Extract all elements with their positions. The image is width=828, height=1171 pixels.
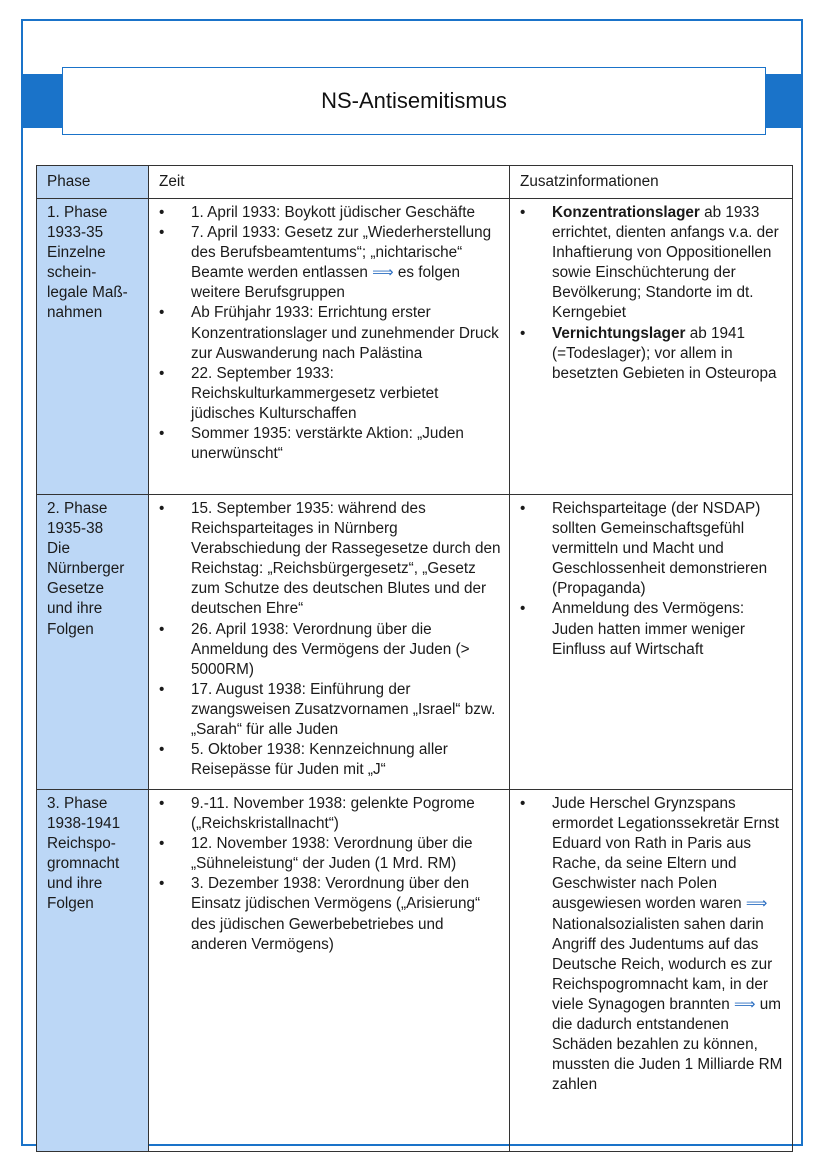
- phase-line: 3. Phase: [47, 795, 108, 812]
- list-item-text: Sommer 1935: verstärkte Aktion: „Juden unerwünscht“: [191, 425, 464, 463]
- page-title-box: [62, 67, 766, 135]
- phase-line: Einzelne: [47, 244, 106, 262]
- list-item: [155, 874, 503, 954]
- phase-line: Gesetze: [47, 580, 104, 598]
- phase-line: 1935-38: [47, 520, 104, 538]
- table-row: [37, 199, 793, 495]
- header-zusatzinformationen: Zusatzinformationen: [510, 166, 793, 199]
- list-item-text: es folgen weitere Berufsgruppen: [191, 264, 460, 302]
- list-item: [516, 203, 786, 324]
- list-item-bold: Vernichtungslager: [552, 324, 686, 342]
- zeit-list: [155, 499, 503, 780]
- double-right-arrow-icon: ⟹: [734, 995, 756, 1013]
- list-item-text: 3. Dezember 1938: Verordnung über den Einsatz jüdischen Vermögens („Arisierung“ des jüdischen Gewerbebetriebes und anderen Vermögens): [191, 875, 481, 953]
- list-item-text: Ab Frühjahr 1933: Errichtung erster Konzentrationslager und zunehmender Druck zur Auswanderung nach Palästina: [191, 304, 499, 362]
- zeit-cell: [149, 199, 510, 495]
- phase-cell: [37, 199, 149, 495]
- list-item-text: 9.-11. November 1938: gelenkte Pogrome („Reichskristallnacht“): [191, 795, 475, 833]
- list-item-text: Nationalsozialisten sahen darin Angriff des Judentums auf das Deutsche Reich, wodurch es zur Reichspogromnacht kam, in der viele Synagogen brannten: [552, 915, 773, 1013]
- info-list: [516, 794, 786, 1095]
- list-item: [516, 324, 786, 384]
- zeit-list: [155, 203, 503, 464]
- list-item: [155, 794, 503, 834]
- phase-line: 2. Phase: [47, 500, 108, 517]
- list-item-text: Anmeldung des Vermögens: Juden hatten immer weniger Einfluss auf Wirtschaft: [552, 600, 746, 658]
- table-row: [37, 790, 793, 1152]
- list-item: [155, 203, 503, 223]
- list-item-text: 7. April 1933: Gesetz zur „Wiederherstellung des Berufsbeamtentums“; „nichtarische“ Beamte werden entlassen: [191, 224, 492, 282]
- list-item-text: ab 1933 errichtet, dienten anfangs v.a. der Inhaftierung von Oppositionellen sowie Einschüchterung der Bevölkerung; Standorte im dt. Kerngebiet: [552, 204, 779, 322]
- phase-cell: [37, 790, 149, 1152]
- list-item: [155, 834, 503, 874]
- history-table: [36, 165, 793, 1152]
- phase-line: legale Maß-: [47, 284, 128, 302]
- header-zeit: Zeit: [149, 166, 510, 199]
- table-header-row: [37, 166, 793, 199]
- info-list: [516, 203, 786, 384]
- list-item: [155, 303, 503, 363]
- list-item: [155, 223, 503, 303]
- double-right-arrow-icon: ⟹: [372, 264, 394, 282]
- list-item: [516, 499, 786, 599]
- list-item: [516, 794, 786, 1095]
- list-item: [155, 740, 503, 780]
- table-row: [37, 495, 793, 790]
- list-item: [155, 424, 503, 464]
- list-item-text: um die dadurch entstandenen Schäden bezahlen zu können, mussten die Juden 1 Milliarde RM zahlen: [552, 995, 783, 1094]
- zeit-cell: [149, 790, 510, 1152]
- list-item-text: 26. April 1938: Verordnung über die Anmeldung des Vermögens der Juden (> 5000RM): [191, 620, 470, 678]
- list-item-text: 1. April 1933: Boykott jüdischer Geschäfte: [191, 204, 476, 221]
- list-item-text: 12. November 1938: Verordnung über die „Sühneleistung“ der Juden (1 Mrd. RM): [191, 835, 473, 873]
- phase-line: und ihre: [47, 600, 103, 618]
- phase-line: Folgen: [47, 620, 94, 638]
- page-title: NS-Antisemitismus: [321, 88, 507, 113]
- phase-line: Reichspo-: [47, 835, 116, 853]
- info-cell: [510, 199, 793, 495]
- list-item-text: Reichsparteitage (der NSDAP) sollten Gemeinschaftsgefühl vermitteln und Macht und Geschlossenheit demonstrieren (Propaganda): [552, 500, 768, 598]
- list-item-text: ab 1941 (=Todeslager); vor allem in besetzten Gebieten in Osteuropa: [552, 324, 777, 382]
- phase-line: 1933-35: [47, 224, 104, 242]
- list-item: [155, 680, 503, 740]
- phase-line: Folgen: [47, 895, 94, 913]
- phase-line: Nürnberger: [47, 560, 125, 578]
- phase-line: 1. Phase: [47, 204, 108, 221]
- list-item-text: 22. September 1933: Reichskulturkammergesetz verbietet jüdisches Kulturschaffen: [191, 364, 439, 422]
- zeit-list: [155, 794, 503, 955]
- list-item-text: 5. Oktober 1938: Kennzeichnung aller Reisepässe für Juden mit „J“: [191, 741, 448, 779]
- list-item-text: Jude Herschel Grynzspans ermordet Legationssekretär Ernst Eduard von Rath in Paris aus Rache, da seine Eltern und Geschwister nach Polen ausgewiesen worden waren: [552, 795, 780, 913]
- phase-line: 1938-1941: [47, 815, 121, 833]
- info-cell: [510, 495, 793, 790]
- zeit-cell: [149, 495, 510, 790]
- header-band-left: [23, 74, 63, 128]
- phase-line: und ihre: [47, 875, 103, 893]
- info-list: [516, 499, 786, 660]
- list-item-text: 17. August 1938: Einführung der zwangsweisen Zusatzvornamen „Israel“ bzw. „Sarah“ für alle Juden: [191, 680, 496, 739]
- phase-line: gromnacht: [47, 855, 120, 873]
- phase-cell: [37, 495, 149, 790]
- list-item: [155, 499, 503, 620]
- info-cell: [510, 790, 793, 1152]
- double-right-arrow-icon: ⟹: [745, 895, 768, 913]
- phase-line: Die: [47, 540, 70, 558]
- list-item: [516, 599, 786, 659]
- list-item-bold: Konzentrationslager: [552, 204, 700, 221]
- header-phase: Phase: [37, 166, 149, 199]
- header-band-right: [766, 74, 801, 128]
- list-item: [155, 364, 503, 424]
- list-item: [155, 620, 503, 680]
- list-item-text: 15. September 1935: während des Reichsparteitages in Nürnberg Verabschiedung der Rassegesetze durch den Reichstag: „Reichsbürgergesetz“, „Gesetz zum Schutze des deutschen Blutes und der deutschen Ehre“: [191, 500, 501, 618]
- phase-line: schein-: [47, 264, 97, 282]
- phase-line: nahmen: [47, 304, 103, 322]
